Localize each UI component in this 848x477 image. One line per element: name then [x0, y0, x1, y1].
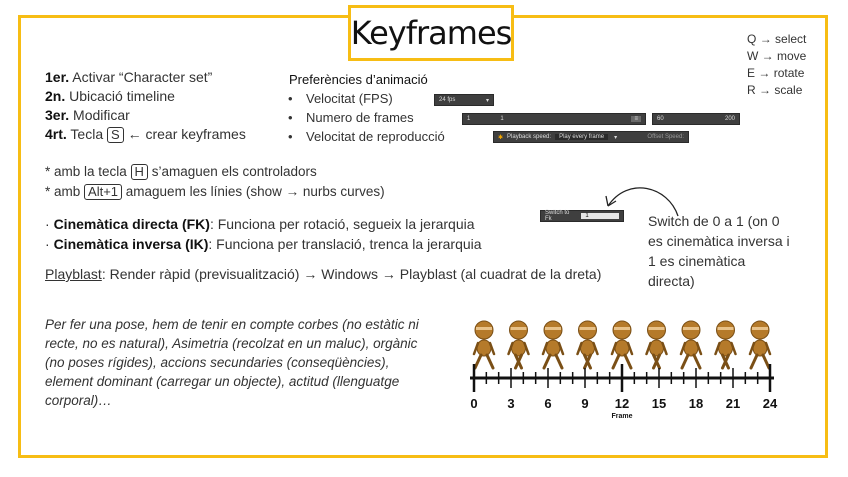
pose-note: Per fer una pose, hem de tenir en compte corbes (no estàtic ni recte, no es natural), Asimetria (recolzat en un maluc), orgànic (no poses rígides), accions secundaries (conseqüències), element dominant (carregar un objecte), actitud (llenguatge corporal)… [45, 317, 419, 408]
key-s: S [107, 127, 124, 143]
fps-dropdown[interactable]: 24 fps ▾ [434, 94, 494, 106]
pref-item: • Velocitat (FPS) [288, 91, 393, 106]
timeline-axis-label: Frame [611, 413, 633, 420]
playblast-note: Playblast: Render ràpid (previsualització) → Windows → Playblast (al cuadrat de la dreta) [45, 266, 602, 282]
steps-list [45, 68, 246, 144]
key-alt-1: Alt+1 [84, 184, 122, 200]
step-item: 3er. Modificar [45, 107, 130, 123]
walking-figure [647, 321, 667, 368]
kinematics-item: · Cinemàtica inversa (IK): Funciona per translació, trenca la jerarquia [45, 236, 482, 252]
timeline-tick-label: 6 [544, 396, 552, 411]
shortcut-item: W → move [747, 49, 807, 63]
kinematics-list [45, 214, 482, 254]
switch-note: Switch de 0 a 1 (on 0 es cinemàtica inversa i 1 es cinemàtica directa) [648, 213, 790, 289]
frame-range-slider[interactable]: 1 1 ≡ [462, 113, 646, 125]
walking-figure [750, 321, 770, 368]
pref-item: • Velocitat de reproducció [288, 129, 445, 144]
switch-fk-field[interactable]: Switch to Fk 1 [540, 210, 624, 222]
timeline-tick-label: 3 [507, 396, 515, 411]
timeline-tick-label: 18 [688, 396, 704, 411]
note-item: * amb la tecla H s’amaguen els controladors [45, 164, 317, 179]
notes [45, 162, 385, 202]
walk-cycle-svg [462, 318, 782, 422]
timeline-tick-label: 15 [651, 396, 667, 411]
title-box [348, 5, 514, 61]
timeline-tick-label: 0 [470, 396, 478, 411]
walking-figure [716, 321, 736, 368]
frame-end-fields[interactable]: 60 200 [652, 113, 740, 125]
playback-icon: ✱ [498, 134, 504, 141]
page-title: Keyframes [350, 14, 512, 52]
playback-speed-bar[interactable]: ✱ Playback speed: Play every frame ▾ Offset Speed: [493, 131, 689, 143]
shortcut-item: R → scale [747, 83, 803, 97]
walking-figure [543, 321, 563, 368]
timeline-tick-label: 12 [614, 396, 630, 411]
timeline-tick-label: 9 [581, 396, 589, 411]
kinematics-item: · Cinemàtica directa (FK): Funciona per rotació, segueix la jerarquia [45, 216, 475, 232]
walking-figure [612, 321, 632, 368]
note-item: * amb Alt+1 amaguem les línies (show → nurbs curves) [45, 184, 385, 199]
pref-item: • Numero de frames [288, 110, 414, 125]
walking-figure [474, 321, 494, 368]
prefs-list [288, 89, 445, 146]
walking-figure [509, 321, 529, 368]
timeline-tick-label: 24 [762, 396, 778, 411]
walking-figure [681, 321, 701, 368]
walk-cycle-illustration [462, 318, 782, 422]
step-item: 2n. Ubicació timeline [45, 88, 175, 104]
shortcut-item: Q → select [747, 32, 807, 46]
timeline-tick-label: 21 [725, 396, 741, 411]
key-h: H [131, 164, 148, 180]
prefs-title: Preferències d’animació [289, 72, 428, 87]
step-item: 4rt. Tecla S ← crear keyframes [45, 126, 246, 142]
shortcut-list [747, 31, 806, 99]
shortcut-item: E → rotate [747, 66, 805, 80]
walking-figure [578, 321, 598, 368]
step-item: 1er. Activar “Character set” [45, 69, 213, 85]
